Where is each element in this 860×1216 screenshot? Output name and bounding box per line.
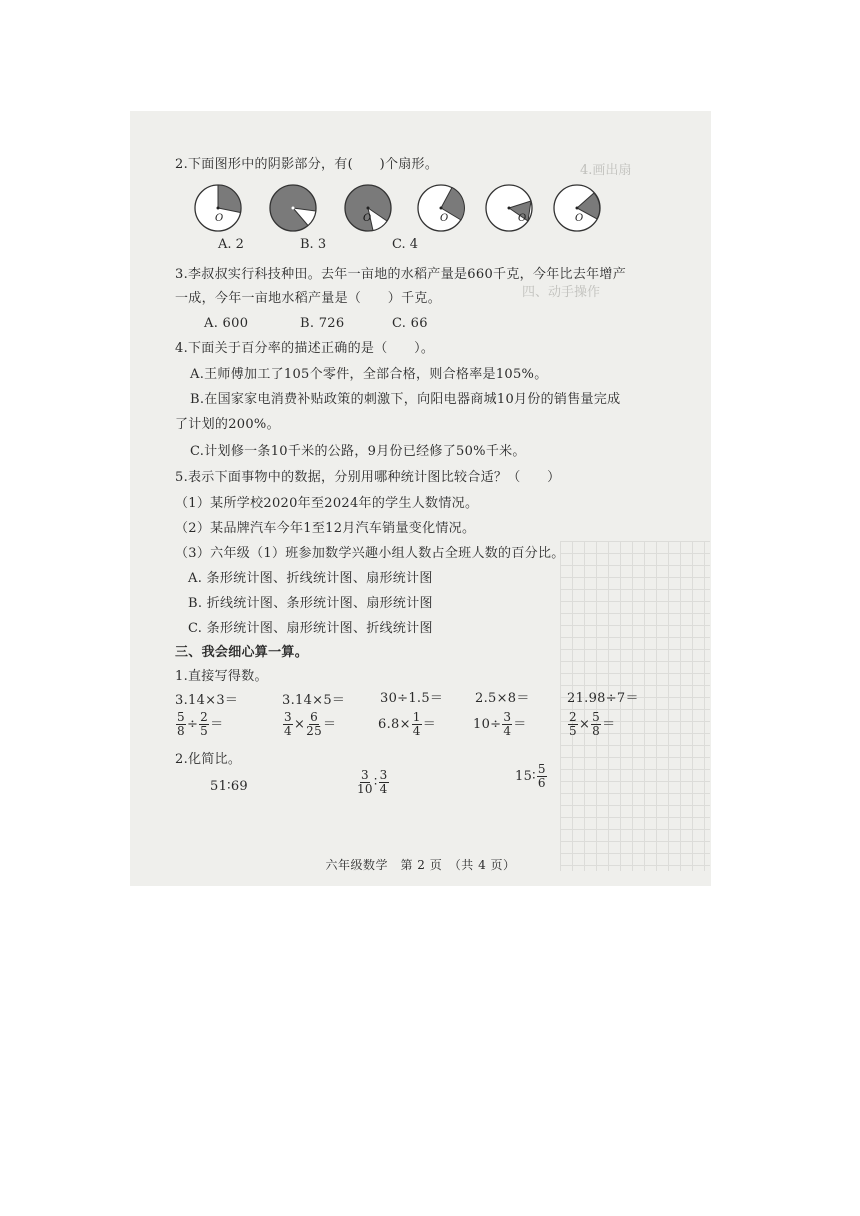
bleed-through-text: 四、动手操作 [522,285,601,300]
calc-9: 10÷ $\frac{3}{4}$ ＝ [473,710,527,738]
circle-figure-5 [484,183,534,233]
section-3-sub2: 2.化简比。 [175,752,242,767]
section-3-title: 三、我会细心算一算。 [175,645,309,660]
q5-item-1: （1）某所学校2020年至2024年的学生人数情况。 [175,496,479,511]
page-footer: 六年级数学 第 2 页 （共 4 页） [325,858,516,872]
q5-option-c: C. 条形统计图、扇形统计图、折线统计图 [188,621,433,636]
calc-1: 3.14×3＝ [175,693,239,708]
question-3-line1: 3.李叔叔实行科技种田。去年一亩地的水稻产量是660千克，今年比去年增产 [175,267,627,282]
circle-figure-1 [193,183,243,233]
center-label: O [363,213,372,224]
q4-option-c: C.计划修一条10千米的公路，9月份已经修了50%千米。 [190,444,526,459]
circle-figure-4 [416,183,466,233]
calc-4: 2.5×8＝ [475,691,530,706]
ratio-1: 51∶69 [210,779,248,794]
question-5-stem: 5.表示下面事物中的数据，分别用哪种统计图比较合适？（ ） [175,470,561,485]
circle-figure-6 [552,183,602,233]
q4-option-a: A.王师傅加工了105个零件，全部合格，则合格率是105%。 [190,367,548,382]
q5-option-a: A. 条形统计图、折线统计图、扇形统计图 [188,571,433,586]
q5-option-b: B. 折线统计图、条形统计图、扇形统计图 [188,596,433,611]
q2-option-a: A. 2 [218,237,244,252]
calc-2: 3.14×5＝ [282,693,346,708]
ratio-3: 15∶ $\frac{5}{6}$ [515,762,546,790]
calc-5: 21.98÷7＝ [567,691,639,706]
circle-figure-2 [268,183,318,233]
calc-8: 6.8× $\frac{1}{4}$ ＝ [378,710,437,738]
q3-option-a: A. 600 [204,316,249,331]
q5-item-2: （2）某品牌汽车今年1至12月汽车销量变化情况。 [175,521,476,536]
q4-option-b-line2: 了计划的200%。 [175,417,280,432]
center-label: O [575,213,584,224]
q2-option-c: C. 4 [392,237,419,252]
center-label: O [440,213,449,224]
calc-6: $\frac{5}{8}$ ÷ $\frac{2}{5}$ ＝ [177,710,224,738]
question-3-line2: 一成，今年一亩地水稻产量是（ ）千克。 [175,291,442,306]
section-3-sub1: 1.直接写得数。 [175,669,268,684]
center-label: O [518,213,527,224]
calc-10: $\frac{2}{5}$ × $\frac{5}{8}$ ＝ [569,710,616,738]
q5-item-3: （3）六年级（1）班参加数学兴趣小组人数占全班人数的百分比。 [175,546,565,561]
q3-option-b: B. 726 [300,316,345,331]
center-label: O [215,213,224,224]
exam-page [130,111,711,886]
ratio-2: $\frac{3}{10}$ ∶ $\frac{3}{4}$ [357,768,388,796]
bleed-through-text: 4.画出扇 [580,163,632,178]
circle-figure-3 [343,183,393,233]
q2-option-b: B. 3 [300,237,327,252]
calc-3: 30÷1.5＝ [380,691,444,706]
question-4-stem: 4.下面关于百分率的描述正确的是（ ）。 [175,341,435,356]
calc-7: $\frac{3}{4}$ × $\frac{6}{25}$ ＝ [284,710,337,738]
q3-option-c: C. 66 [392,316,428,331]
q4-option-b-line1: B.在国家家电消费补贴政策的刺激下，向阳电器商城10月份的销售量完成 [190,392,621,407]
question-2-stem: 2.下面图形中的阴影部分，有( )个扇形。 [175,157,439,172]
